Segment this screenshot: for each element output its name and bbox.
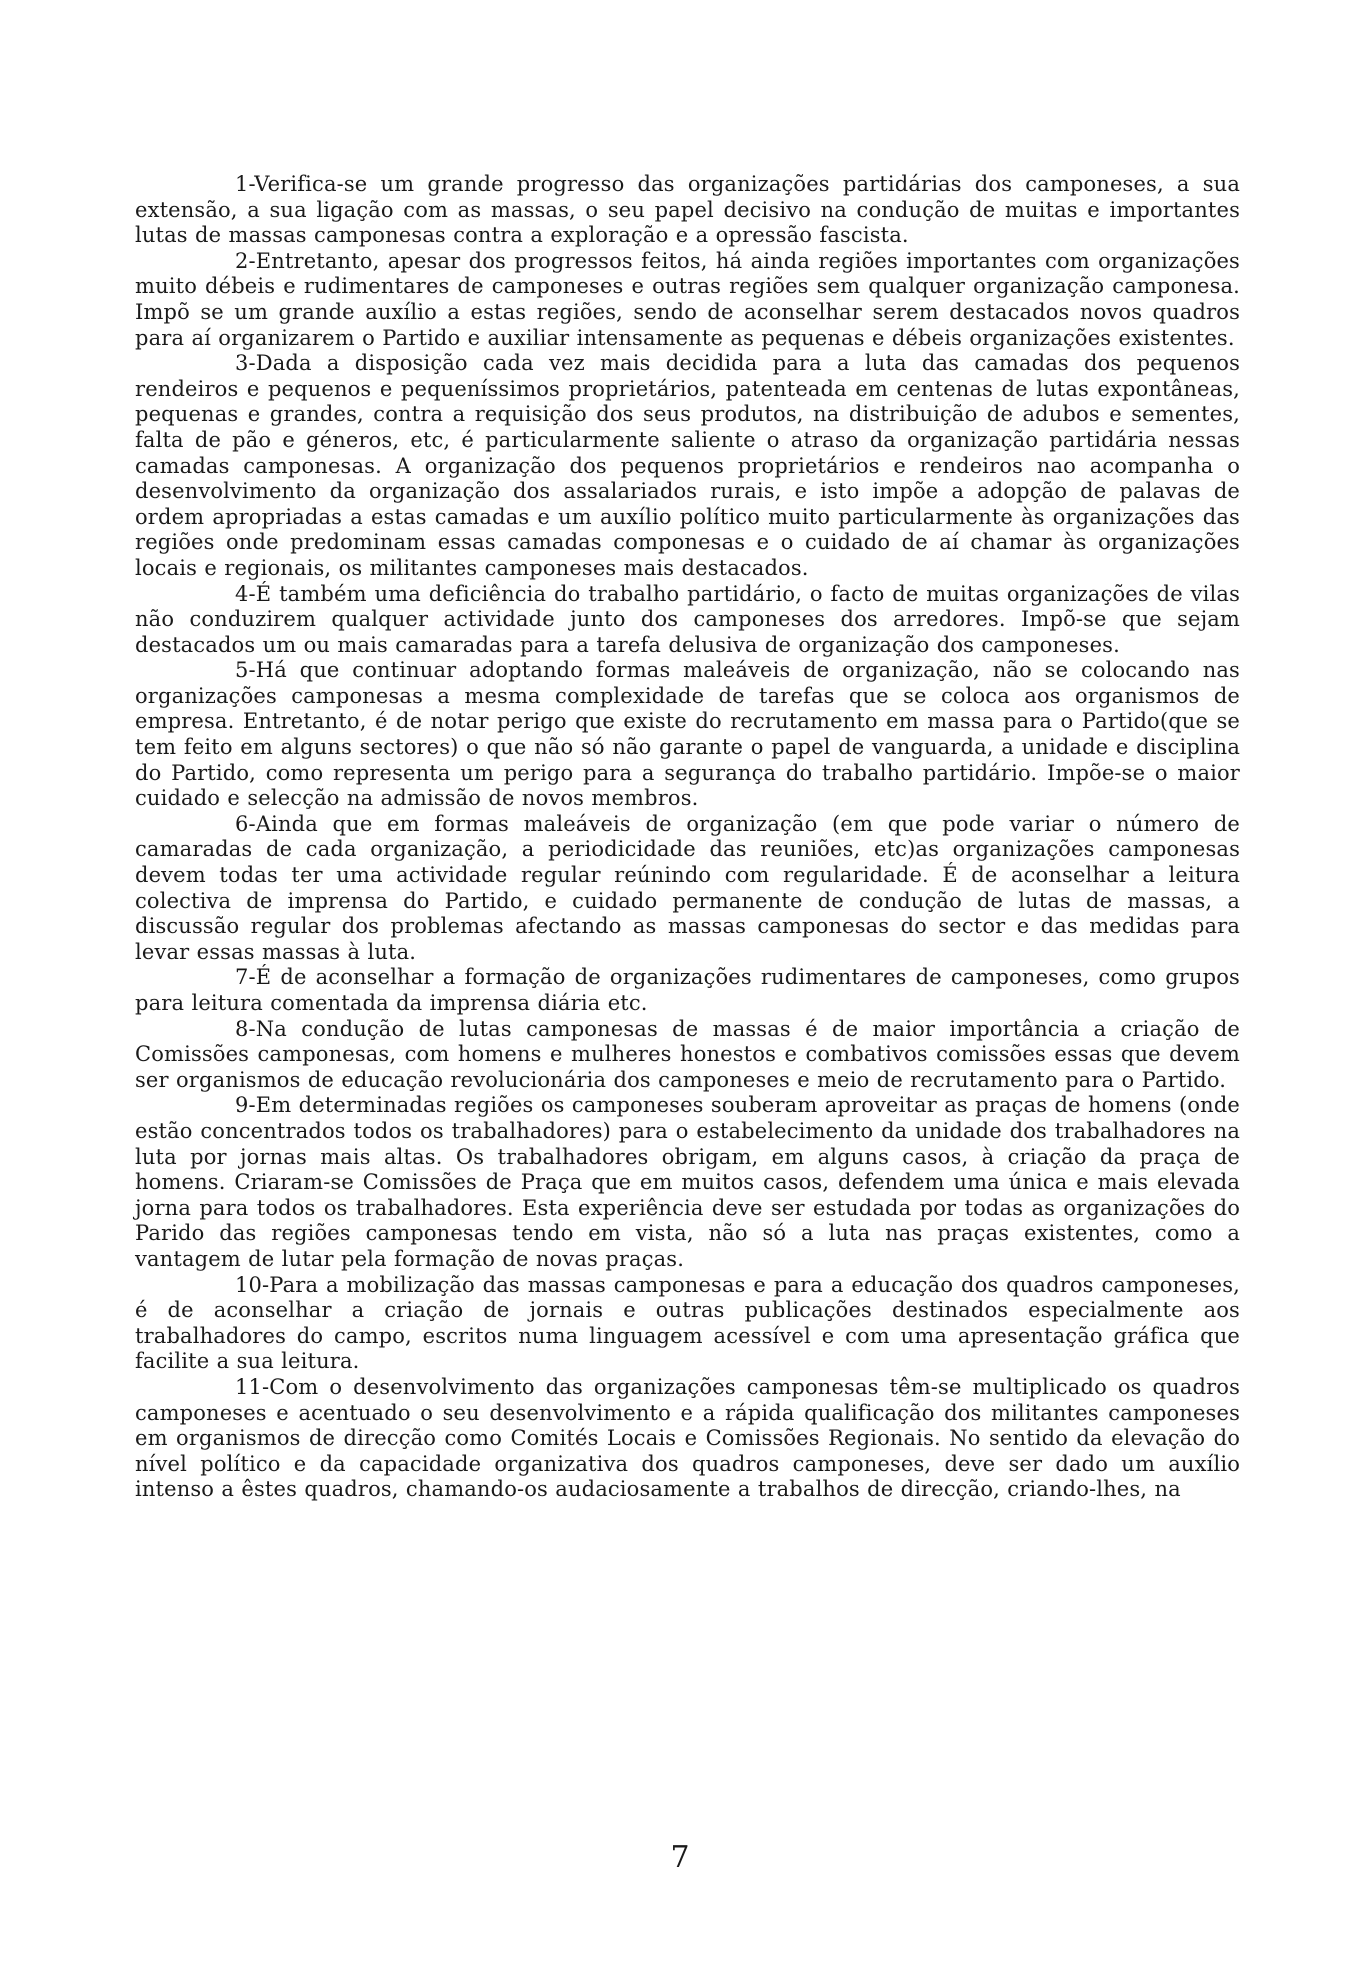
paragraph-2: 2-Entretanto, apesar dos progressos feitos, há ainda regiões importantes com organizações muito débeis e rudimentares de camponeses e outras regiões sem qualquer organização camponesa. Impõ se um grande auxílio a estas regiões, sendo de aconselhar serem destacados novos quadros para aí organizarem o Partido e auxiliar intensamente as pequenas e débeis organizações existentes. [135,248,1240,350]
paragraph-7: 7-É de aconselhar a formação de organizações rudimentares de camponeses, como grupos para leitura comentada da imprensa diária etc. [135,965,1240,1015]
paragraph-4: 4-É também uma deficiência do trabalho partidário, o facto de muitas organizações de vilas não conduzirem qualquer actividade junto dos camponeses dos arredores. Impõ-se que sejam destacados um ou mais camaradas para a tarefa delusiva de organização dos camponeses. [135,581,1240,657]
document-body [135,172,1240,1503]
paragraph-6: 6-Ainda que em formas maleáveis de organização (em que pode variar o número de camaradas de cada organização, a periodicidade das reuniões, etc)as organizações camponesas devem todas ter uma actividade regular reúnindo com regularidade. É de aconselhar a leitura colectiva de imprensa do Partido, e cuidado permanente de condução de lutas de massas, a discussão regular dos problemas afectando as massas camponesas do sector e das medidas para levar essas massas à luta. [135,811,1240,964]
page-number: 7 [670,1840,690,1875]
paragraph-5: 5-Há que continuar adoptando formas maleáveis de organização, não se colocando nas organizações camponesas a mesma complexidade de tarefas que se coloca aos organismos de empresa. Entretanto, é de notar perigo que existe do recrutamento em massa para o Partido(que se tem feito em alguns sectores) o que não só não garante o papel de vanguarda, a unidade e disciplina do Partido, como representa um perigo para a segurança do trabalho partidário. Impõe-se o maior cuidado e selecção na admissão de novos membros. [135,658,1240,811]
paragraph-9: 9-Em determinadas regiões os camponeses souberam aproveitar as praças de homens (onde estão concentrados todos os trabalhadores) para o estabelecimento da unidade dos trabalhadores na luta por jornas mais altas. Os trabalhadores obrigam, em alguns casos, à criação da praça de homens. Criaram-se Comissões de Praça que em muitos casos, defendem uma única e mais elevada jorna para todos os trabalhadores. Esta experiência deve ser estudada por todas as organizações do Parido das regiões camponesas tendo em vista, não só a luta nas praças existentes, como a vantagem de lutar pela formação de novas praças. [135,1093,1240,1271]
paragraph-10: 10-Para a mobilização das massas camponesas e para a educação dos quadros camponeses, é de aconselhar a criação de jornais e outras publicações destinados especialmente aos trabalhadores do campo, escritos numa linguagem acessível e com uma apresentação gráfica que facilite a sua leitura. [135,1272,1240,1374]
paragraph-3: 3-Dada a disposição cada vez mais decidida para a luta das camadas dos pequenos rendeiros e pequenos e pequeníssimos proprietários, patenteada em centenas de lutas expontâneas, pequenas e grandes, contra a requisição dos seus produtos, na distribuição de adubos e sementes, falta de pão e géneros, etc, é particularmente saliente o atraso da organização partidária nessas camadas camponesas. A organização dos pequenos proprietários e rendeiros nao acompanha o desenvolvimento da organização dos assalariados rurais, e isto impõe a adopção de palavas de ordem apropriadas a estas camadas e um auxílio político muito particularmente às organizações das regiões onde predominam essas camadas componesas e o cuidado de aí chamar às organizações locais e regionais, os militantes camponeses mais destacados. [135,351,1240,580]
paragraph-11: 11-Com o desenvolvimento das organizações camponesas têm-se multiplicado os quadros camponeses e acentuado o seu desenvolvimento e a rápida qualificação dos militantes camponeses em organismos de direcção como Comités Locais e Comissões Regionais. No sentido da elevação do nível político e da capacidade organizativa dos quadros camponeses, deve ser dado um auxílio intenso a êstes quadros, chamando-os audaciosamente a trabalhos de direcção, criando-lhes, na [135,1374,1240,1502]
paragraph-8: 8-Na condução de lutas camponesas de massas é de maior importância a criação de Comissões camponesas, com homens e mulheres honestos e combativos comissões essas que devem ser organismos de educação revolucionária dos camponeses e meio de recrutamento para o Partido. [135,1016,1240,1092]
paragraph-1: 1-Verifica-se um grande progresso das organizações partidárias dos camponeses, a sua extensão, a sua ligação com as massas, o seu papel decisivo na condução de muitas e importantes lutas de massas camponesas contra a exploração e a opressão fascista. [135,172,1240,248]
